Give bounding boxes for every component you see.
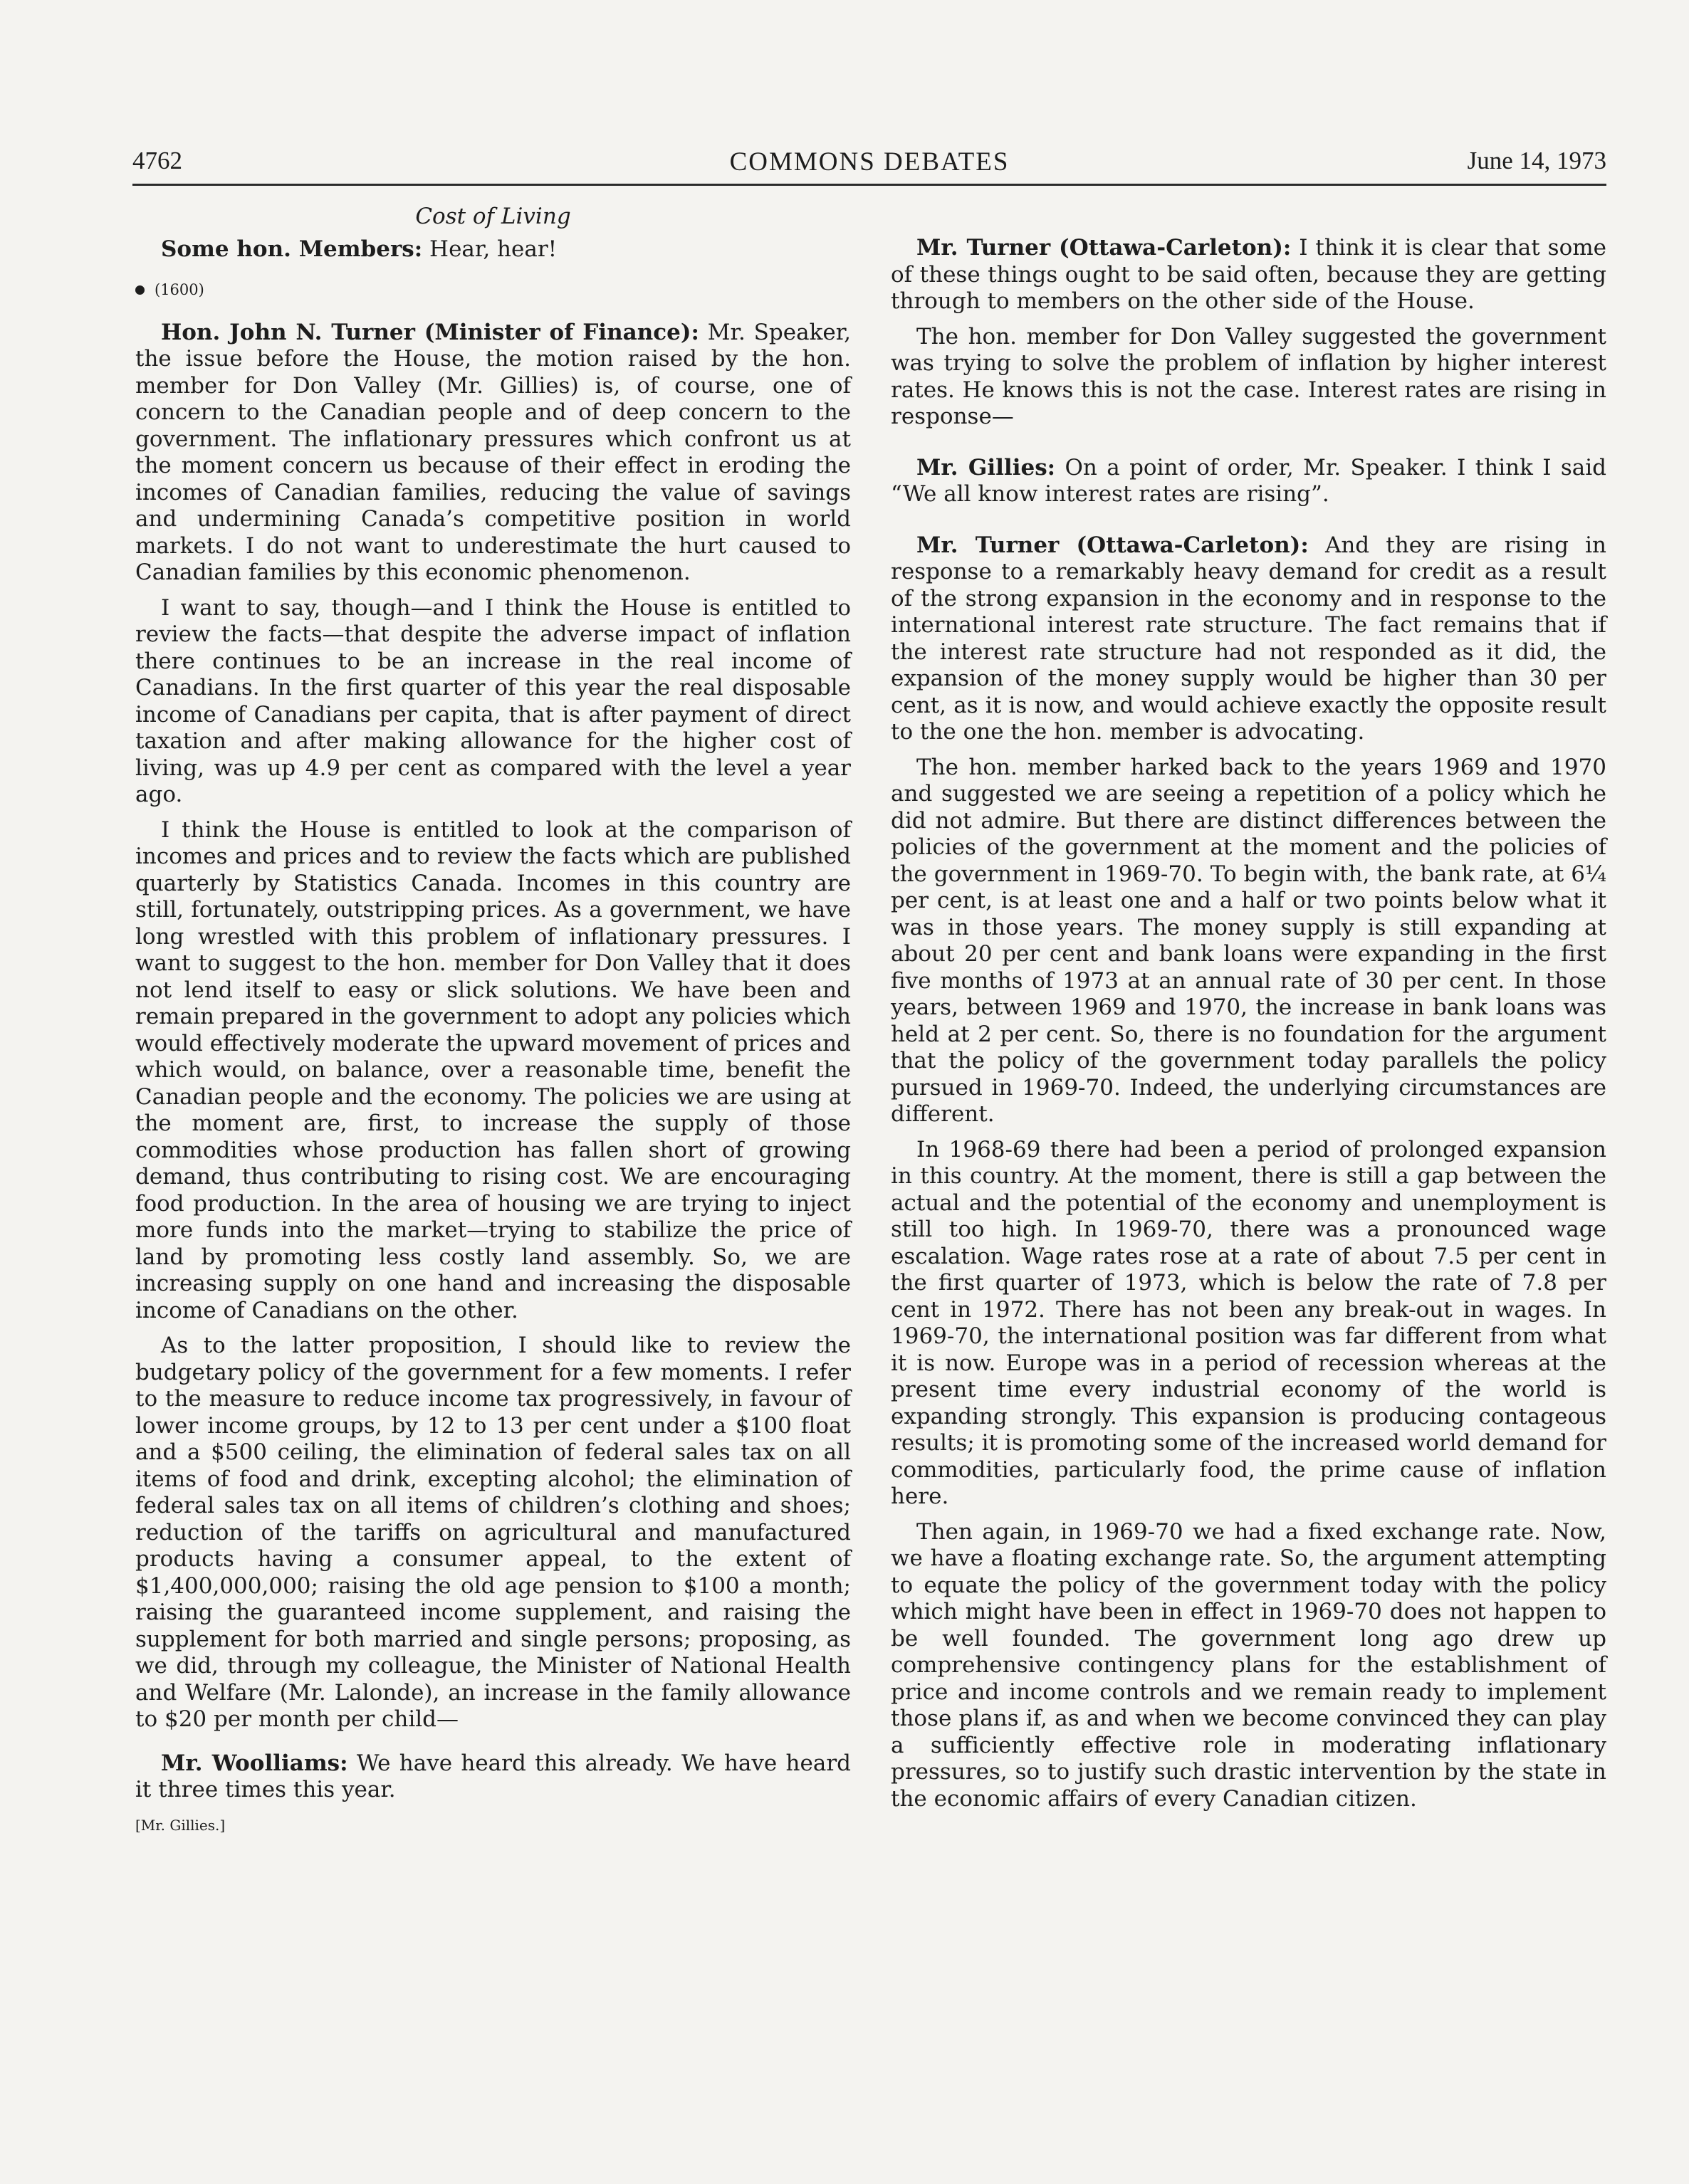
speech-paragraph: In 1968-69 there had been a period of prolonged expansion in this country. At the moment, there is still a gap between the actual and the potential of the economy and unemployment is still too high. In 1969-70, there was a pronounced wage escalation. Wage rates rose at a rate of about 7.5 per cent in the first quarter of 1973, which is below the rate of 7.8 per cent in 1972. There has not been any break-out in wages. In 1969-70, the international position was far different from what it is now. Europe was in a period of recession whereas at the present time every industrial economy of the world is expanding strongly. This expansion is producing contageous results; it is promoting some of the increased world demand for commodities, particularly food, the prime cause of inflation here. xyxy=(891,1136,1606,1509)
speech-paragraph xyxy=(135,320,851,587)
left-column xyxy=(135,204,851,1839)
speech-paragraph: The hon. member for Don Valley suggested the government was trying to solve the problem of inflation by higher interest rates. He knows this is not the case. Interest rates are rising in response— xyxy=(891,323,1606,429)
speaker-name: Hon. John N. Turner (Minister of Finance): xyxy=(161,319,699,345)
speaker-name: Mr. Turner (Ottawa-Carleton): xyxy=(916,532,1309,558)
page-header xyxy=(132,147,1606,186)
speaker-name: Mr. Gillies: xyxy=(916,454,1056,481)
right-column xyxy=(891,204,1606,1821)
speaker-name: Mr. Woolliams: xyxy=(161,1750,348,1776)
speech-paragraph: As to the latter proposition, I should like to review the budgetary policy of the government for a few moments. I refer to the measure to reduce income tax progressively, in favour of lower income groups, by 12 to 13 per cent under a $100 float and a $500 ceiling, the elimination of federal sales tax on all items of food and drink, excepting alcohol; the elimination of federal sales tax on all items of children’s clothing and shoes; reduction of the tariffs on agricultural and manufactured products having a consumer appeal, to the extent of $1,400,000,000; raising the old age pension to $100 a month; raising the guaranteed income supplement, and raising the supplement for both married and single persons; proposing, as we did, through my colleague, the Minister of National Health and Welfare (Mr. Lalonde), an increase in the family allowance to $20 per month per child— xyxy=(135,1333,851,1732)
speaker-note: [Mr. Gillies.] xyxy=(135,1816,226,1834)
speech-text: I think it is clear that some of these things ought to be said often, because they are getting through to members on the other side of the House. xyxy=(891,235,1607,314)
speech-paragraph xyxy=(135,236,851,263)
speech-paragraph: I think the House is entitled to look at the comparison of incomes and prices and to review the facts which are published quarterly by Statistics Canada. Incomes in this country are still, fortunately, outstripping prices. As a government, we have long wrestled with this problem of inflationary pressures. I want to suggest to the hon. member for Don Valley that it does not lend itself to easy or slick solutions. We have been and remain prepared in the government to adopt any policies which would effectively moderate the upward movement of prices and which would, on balance, over a reasonable time, benefit the Canadian people and the economy. The policies we are using at the moment are, first, to increase the supply of those commodities whose production has fallen short of growing demand, thus contributing to rising cost. We are encouraging food production. In the area of housing we are trying to inject more funds into the market—trying to stabilize the price of land by promoting less costly land assembly. So, we are increasing supply on one hand and increasing the disposable income of Canadians on the other. xyxy=(135,817,851,1323)
timestamp-marker xyxy=(135,277,851,304)
publication-title: COMMONS DEBATES xyxy=(729,147,1010,177)
speech-paragraph xyxy=(135,1750,851,1804)
page-number: 4762 xyxy=(132,147,182,174)
speech-paragraph: I want to say, though—and I think the House is entitled to review the facts—that despite the adverse impact of inflation there continues to be an increase in the real income of Canadians. In the first quarter of this year the real disposable income of Canadians per capita, that is after payment of direct taxation and after making allowance for the higher cost of living, was up 4.9 per cent as compared with the level a year ago. xyxy=(135,594,851,807)
speaker-name: Some hon. Members: xyxy=(161,236,423,262)
speech-paragraph: The hon. member harked back to the years 1969 and 1970 and suggested we are seeing a repetition of a policy which he did not admire. But there are distinct differences between the policies of the government at the moment and the policies of the government in 1969-70. To begin with, the bank rate, at 6¼ per cent, is at least one and a half or two points below what it was in those years. The money supply is still expanding at about 20 per cent and bank loans were expanding in the first five months of 1973 at an annual rate of 30 per cent. In those years, between 1969 and 1970, the increase in bank loans was held at 2 per cent. So, there is no foundation for the argument that the policy of the government today parallels the policy pursued in 1969-70. Indeed, the underlying circumstances are different. xyxy=(891,754,1606,1127)
speech-paragraph xyxy=(891,235,1606,315)
speech-text: Hear, hear! xyxy=(422,236,558,262)
bullet-icon xyxy=(135,285,145,295)
issue-date: June 14, 1973 xyxy=(1467,147,1606,174)
speech-text: Mr. Speaker, the issue before the House, the motion raised by the hon. member for Don Valley (Mr. Gillies) is, of course, one of concern to the Canadian people and of deep concern to the government. The inflationary pressures which confront us at the moment concern us because of their effect in eroding the incomes of Canadian families, reducing the value of savings and undermining Canada’s competitive position in world markets. I do not want to underestimate the hurt caused to Canadian families by this economic phenomenon. xyxy=(135,319,851,585)
section-subhead: Cost of Living xyxy=(415,204,571,229)
speech-paragraph xyxy=(891,532,1606,746)
speech-text: And they are rising in response to a remarkably heavy demand for credit as a result of the strong expansion in the economy and in response to the international interest rate structure. The fact remains that if the interest rate structure had not responded as it did, the expansion of the money supply would be higher than 30 per cent, as it is now, and would achieve exactly the opposite result to the one the hon. member is advocating. xyxy=(891,532,1606,745)
timestamp: (1600) xyxy=(155,281,204,298)
speech-paragraph: Then again, in 1969-70 we had a fixed exchange rate. Now, we have a floating exchange rate. So, the argument attempting to equate the policy of the government today with the policy which might have been in effect in 1969-70 does not happen to be well founded. The government long ago drew up comprehensive contingency plans for the establishment of price and income controls and we remain ready to implement those plans if, as and when we become convinced they can play a sufficiently effective role in moderating inflationary pressures, so to justify such drastic intervention by the state in the economic affairs of every Canadian citizen. xyxy=(891,1518,1606,1812)
speech-text: We have heard this already. We have heard it three times this year. xyxy=(135,1750,851,1802)
speech-paragraph xyxy=(891,455,1606,508)
speaker-name: Mr. Turner (Ottawa-Carleton): xyxy=(916,235,1292,261)
speech-text: On a point of order, Mr. Speaker. I think I said “We all know interest rates are rising”. xyxy=(891,454,1606,507)
